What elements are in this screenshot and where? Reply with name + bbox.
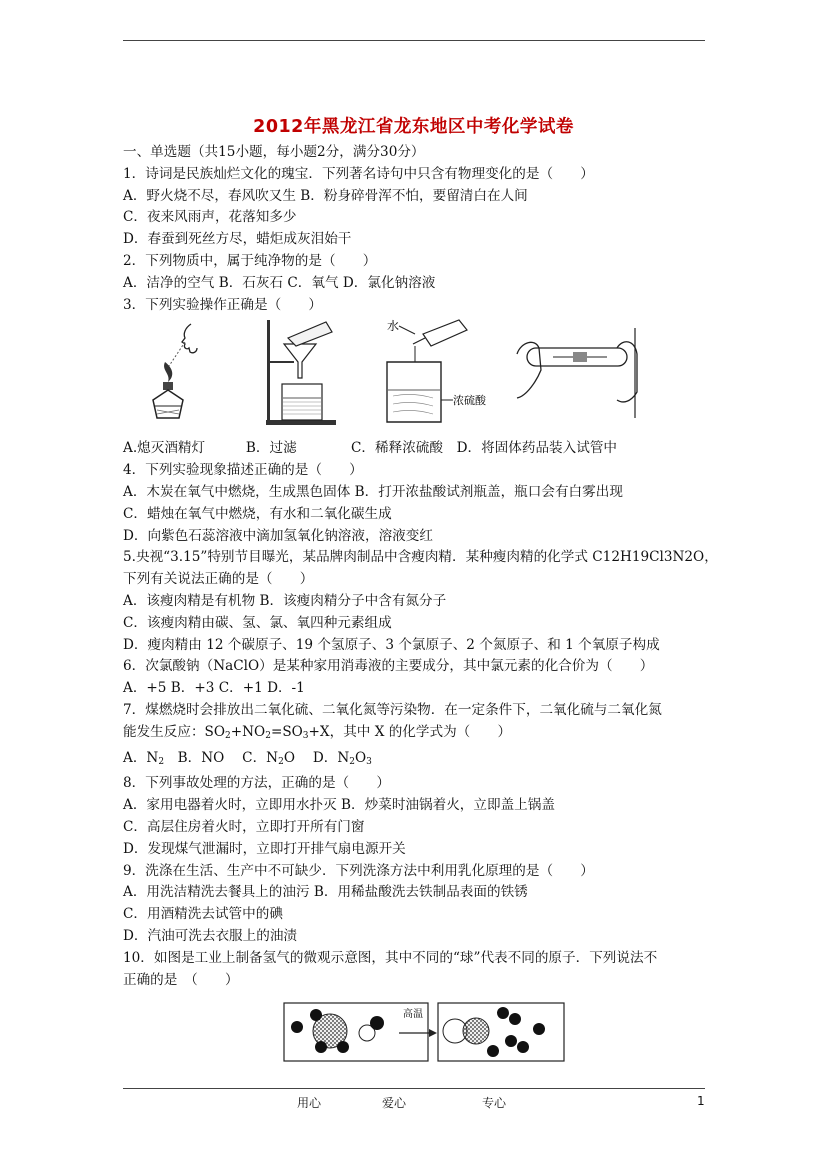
acid-label: 浓硫酸 [453,394,486,408]
filtration-figure [248,318,343,430]
question-line: 5.央视“3.15”特别节目曝光，某品牌肉制品中含瘦肉精．某种瘦肉精的化学式 C12H19Cl3N2O， [123,549,718,566]
alcohol-lamp-figure [135,318,207,428]
option-line: A．洁净的空气 B．石灰石 C．氧气 D．氯化钠溶液 [123,274,436,291]
option-line: C．该瘦肉精由碳、氢、氯、氧四种元素组成 [123,614,392,631]
question-line: 正确的是 （ ） [123,971,239,988]
hydrogen-production-diagram [283,995,565,1065]
option-line: A．用洗洁精洗去餐具上的油污 B．用稀盐酸洗去铁制品表面的铁锈 [123,884,528,901]
option-line: C．蜡烛在氧气中燃烧，有水和二氧化碳生成 [123,505,392,522]
footer-rule [123,1088,705,1089]
question-line: 8．下列事故处理的方法，正确的是（ ） [123,775,390,792]
q3-option-line: A.熄灭酒精灯 B．过滤 C．稀释浓硫酸 D．将固体药品装入试管中 [123,440,618,457]
option-line: D．向紫色石蕊溶液中滴加氢氧化钠溶液，溶液变红 [123,527,433,544]
option-line: D．春蚕到死丝方尽，蜡炬成灰泪始干 [123,231,352,248]
page-title: 2012年黑龙江省龙东地区中考化学试卷 [253,117,574,137]
option-line: A．木炭在氧气中燃烧，生成黑色固体 B．打开浓盐酸试剂瓶盖，瓶口会有白雾出现 [123,483,623,500]
section-heading: 一、单选题（共15小题，每小题2分，满分30分） [123,144,425,160]
question-line: 3．下列实验操作正确是（ ） [123,296,322,313]
option-line: C．夜来风雨声，花落知多少 [123,209,297,226]
footer-middle: 爱心 [382,1096,407,1110]
footer-left: 用心 [297,1096,322,1110]
question-line: 6．次氯酸钠（NaClO）是某种家用消毒液的主要成分，其中氯元素的化合价为（ ） [123,658,654,675]
option-line: C．高层住房着火时，立即打开所有门窗 [123,818,365,835]
option-line: D．瘦肉精由 12 个碳原子、19 个氢原子、3 个氯原子、2 个氮原子、和 1 个氧原子构成 [123,636,660,653]
option-line-formulas: A．$N_2$ B．NO C．$N_2O$ D．$N_2O_3$ [123,749,372,767]
header-rule [123,40,705,41]
acid-dilution-figure [383,318,503,430]
question-line: 10．如图是工业上制备氢气的微观示意图，其中不同的“球”代表不同的原子．下列说法不 [123,949,658,966]
test-tube-figure [513,318,643,418]
reaction-diagram [123,995,708,1065]
option-line: D．汽油可洗去衣服上的油渍 [123,927,298,944]
question-line: 2．下列物质中，属于纯净物的是（ ） [123,252,377,269]
option-line: A．该瘦肉精是有机物 B．该瘦肉精分子中含有氮分子 [123,592,447,609]
option-line: A．野火烧不尽，春风吹又生 B．粉身碎骨浑不怕，要留清白在人间 [123,187,528,204]
exam-content [123,142,718,1065]
question-line: 1．诗词是民族灿烂文化的瑰宝．下列著名诗句中只含有物理变化的是（ ） [123,165,594,182]
option-line: A．家用电器着火时，立即用水扑灭 B．炒菜时油锅着火，立即盖上锅盖 [123,797,555,814]
page-number: 1 [697,1094,705,1108]
option-line: D．发现煤气泄漏时，立即打开排气扇电源开关 [123,840,406,857]
q3-figures [123,318,708,436]
question-line: 9．洗涤在生活、生产中不可缺少．下列洗涤方法中利用乳化原理的是（ ） [123,862,594,879]
water-label: 水 [387,319,400,334]
question-line: 7．煤燃烧时会排放出二氧化硫、二氧化氮等污染物．在一定条件下，二氧化硫与二氧化氮 [123,701,662,718]
option-line: C．用酒精洗去试管中的碘 [123,906,283,923]
question-line-equation: 能发生反应：$SO_2+NO_2=SO_3+X$，其中 X 的化学式为（ ） [123,723,512,741]
option-line: A．+5 B．+3 C．+1 D．-1 [123,680,305,697]
question-line: 4．下列实验现象描述正确的是（ ） [123,462,363,479]
question-line: 下列有关说法正确的是（ ） [123,571,314,588]
footer-right: 专心 [482,1096,507,1110]
arrow-label: 高温 [403,1009,423,1021]
